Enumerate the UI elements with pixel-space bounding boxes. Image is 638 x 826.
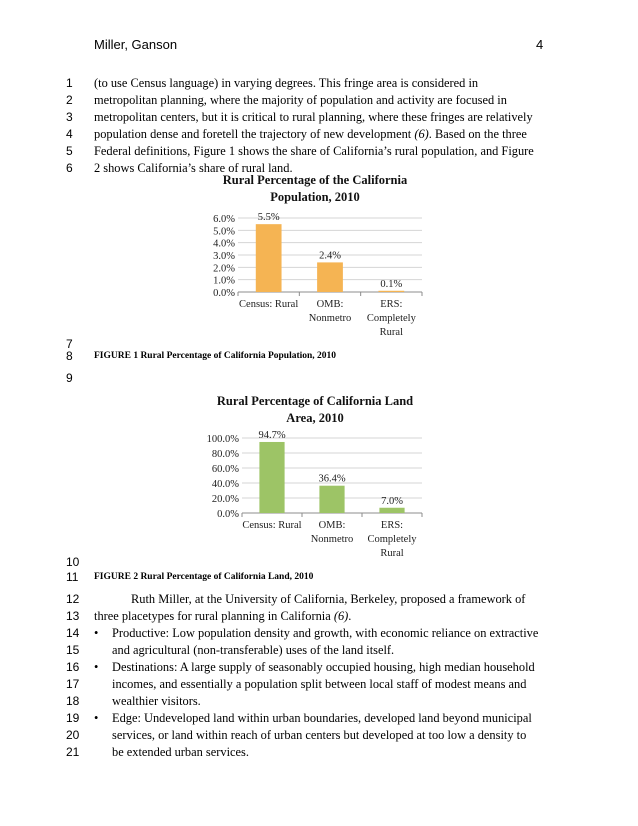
- line-12: [0, 591, 638, 607]
- category-label: ERS:: [380, 299, 403, 310]
- figure-2-caption: FIGURE 2 Rural Percentage of California Land, 2010: [94, 572, 314, 582]
- citation: (6): [333, 609, 349, 623]
- line-number: 21: [66, 745, 80, 759]
- line-text: Ruth Miller, at the University of California, Berkeley, proposed a framework of: [131, 592, 526, 606]
- line-number: 10: [66, 555, 80, 569]
- line-number: 15: [66, 643, 80, 657]
- line-19: [0, 710, 638, 726]
- y-tick-label: 60.0%: [211, 464, 239, 475]
- line-text: wealthier visitors.: [112, 694, 201, 708]
- running-head: Miller, Ganson: [94, 37, 178, 52]
- category-label: OMB:: [318, 520, 346, 531]
- chart-title-line: Area, 2010: [286, 411, 344, 425]
- line-2: [0, 92, 638, 108]
- line-text: metropolitan planning, where the majority of population and activity are focused in: [94, 93, 507, 107]
- line-11: [0, 569, 638, 585]
- figure-1-chart: [190, 170, 440, 340]
- y-tick-label: 80.0%: [211, 449, 239, 460]
- line-17: [0, 676, 638, 692]
- y-tick-label: 6.0%: [213, 214, 235, 225]
- line-20: [0, 727, 638, 743]
- line-number: 14: [66, 626, 80, 640]
- chart-title-line: Population, 2010: [270, 190, 360, 204]
- y-tick-label: 5.0%: [213, 226, 235, 238]
- line-13: [0, 608, 638, 624]
- line-text: services, or land within reach of urban centers but developed at too low a density to: [112, 728, 527, 742]
- data-label: 0.1%: [380, 278, 403, 290]
- y-tick-label: 100.0%: [206, 434, 239, 445]
- line-15: [0, 642, 638, 658]
- line-number: 11: [66, 570, 79, 584]
- y-tick-label: 20.0%: [211, 494, 239, 505]
- y-tick-label: 0.0%: [213, 288, 235, 299]
- line-number: 20: [66, 728, 80, 742]
- bar: [378, 291, 404, 292]
- line-text: and agricultural (non-transferable) uses of the land itself.: [112, 643, 395, 657]
- page-number: 4: [536, 37, 544, 52]
- line-number: 17: [66, 677, 80, 691]
- line-number: 13: [66, 609, 80, 623]
- line-16: [0, 659, 638, 675]
- bar: [379, 508, 404, 513]
- line-text: Destinations: A large supply of seasonably occupied housing, high median household: [112, 660, 535, 674]
- line-number: 8: [66, 349, 73, 363]
- line-text: be extended urban services.: [112, 745, 249, 759]
- line-5: [0, 143, 638, 159]
- data-label: 94.7%: [258, 429, 286, 441]
- line-number: 1: [66, 76, 73, 90]
- y-tick-label: 4.0%: [213, 238, 235, 250]
- line-number: 16: [66, 660, 80, 674]
- category-label: Rural: [379, 327, 403, 338]
- line-number: 6: [66, 161, 73, 175]
- line-number: 4: [66, 127, 73, 141]
- category-label: ERS:: [380, 520, 404, 531]
- line-number: 7: [66, 337, 73, 351]
- bar: [256, 224, 282, 292]
- line-21: [0, 744, 638, 760]
- figure-2-chart: [190, 388, 440, 560]
- y-tick-label: 2.0%: [213, 263, 235, 275]
- category-label: OMB:: [316, 299, 344, 310]
- line-10: [0, 554, 638, 570]
- data-label: 36.4%: [318, 473, 346, 485]
- line-number: 2: [66, 93, 73, 107]
- line-14: [0, 625, 638, 641]
- y-tick-label: 0.0%: [217, 509, 239, 520]
- line-number: 5: [66, 144, 73, 158]
- bar: [319, 486, 344, 513]
- category-label: Rural: [380, 548, 404, 559]
- line-3: [0, 109, 638, 125]
- line-text: (to use Census language) in varying degrees. This fringe area is considered in: [94, 76, 479, 90]
- line-text: Federal definitions, Figure 1 shows the share of California’s rural population, and Figure: [94, 144, 534, 158]
- line-text: 2 shows California’s share of rural land.: [94, 161, 293, 175]
- chart-title-line: Rural Percentage of the California: [222, 173, 408, 187]
- data-label: 5.5%: [257, 212, 280, 224]
- category-label: Census: Rural: [242, 520, 302, 531]
- line-text: Productive: Low population density and growth, with economic reliance on extractive: [112, 626, 539, 640]
- bullet-icon: •: [94, 660, 99, 674]
- line-text: three placetypes for rural planning in California (6).: [94, 609, 352, 623]
- category-label: Completely: [366, 313, 416, 324]
- y-tick-label: 40.0%: [211, 479, 239, 490]
- bullet-icon: •: [94, 626, 99, 640]
- category-label: Nonmetro: [310, 534, 354, 545]
- line-4: [0, 126, 638, 142]
- bar: [259, 442, 284, 513]
- line-number: 9: [66, 371, 73, 385]
- line-text: metropolitan centers, but it is critical to rural planning, where these fringes are relatively: [94, 110, 533, 124]
- line-text: incomes, and essentially a population split between local staff of modest means and: [112, 677, 527, 691]
- figure-1-caption: FIGURE 1 Rural Percentage of California Population, 2010: [94, 351, 337, 361]
- line-18: [0, 693, 638, 709]
- line-number: 3: [66, 110, 73, 124]
- category-label: Census: Rural: [239, 299, 299, 310]
- y-tick-label: 1.0%: [213, 275, 235, 287]
- data-label: 7.0%: [381, 495, 403, 507]
- y-tick-label: 3.0%: [213, 251, 235, 262]
- citation: (6): [414, 127, 429, 141]
- category-label: Completely: [367, 534, 417, 545]
- line-number: 12: [66, 592, 80, 606]
- bullet-icon: •: [94, 711, 99, 725]
- line-1: [0, 75, 638, 91]
- data-label: 2.4%: [319, 250, 341, 262]
- line-number: 18: [66, 694, 80, 708]
- chart-title-line: Rural Percentage of California Land: [216, 394, 414, 408]
- line-number: 19: [66, 711, 80, 725]
- category-label: Nonmetro: [308, 313, 352, 324]
- line-text: Edge: Undeveloped land within urban boundaries, developed land beyond municipal: [112, 711, 532, 725]
- line-8: [0, 348, 638, 364]
- line-9: [0, 370, 638, 386]
- bar: [317, 262, 343, 292]
- line-text: population dense and foretell the trajectory of new development (6). Based on the three: [94, 127, 527, 141]
